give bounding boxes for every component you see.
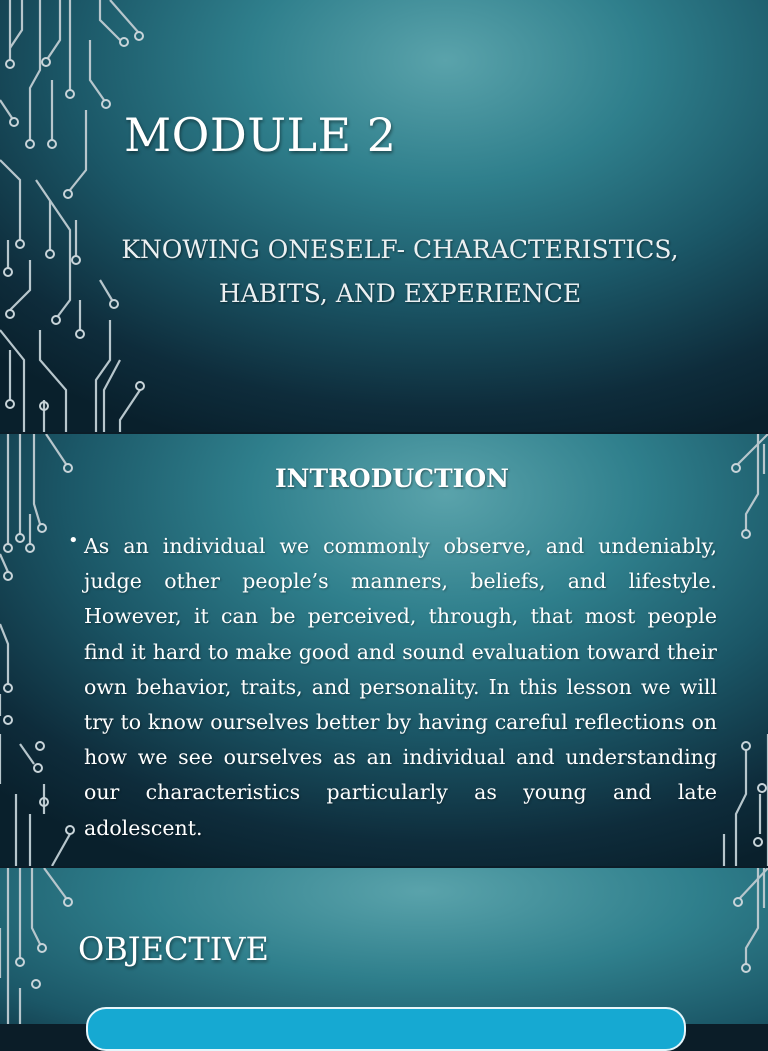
introduction-heading: INTRODUCTION xyxy=(274,464,509,493)
objective-heading: OBJECTIVE xyxy=(78,930,269,968)
objective-box xyxy=(86,1007,686,1051)
module-subtitle: KNOWING ONESELF- CHARACTERISTICS, HABITS, AND EXPERIENCE xyxy=(121,235,679,308)
circuit-decoration-left xyxy=(0,0,150,432)
circuit-decoration-right xyxy=(688,868,768,1024)
circuit-decoration-left xyxy=(0,868,80,1024)
circuit-decoration-left xyxy=(0,434,90,866)
slide-title xyxy=(0,0,768,432)
bullet-icon: • xyxy=(68,530,79,551)
introduction-paragraph: As an individual we commonly observe, and undeniably, judge other people’s manners, beliefs, and lifestyle. However, it can be perceived, through, that most people find it hard to make good and sound evaluation toward their own behavior, traits, and personality. In this lesson we will try to know ourselves better by having careful reflections on how we see ourselves as an individual and understanding our characteristics particularly as young and late adolescent. xyxy=(84,534,717,840)
module-title: MODULE 2 xyxy=(124,108,397,162)
